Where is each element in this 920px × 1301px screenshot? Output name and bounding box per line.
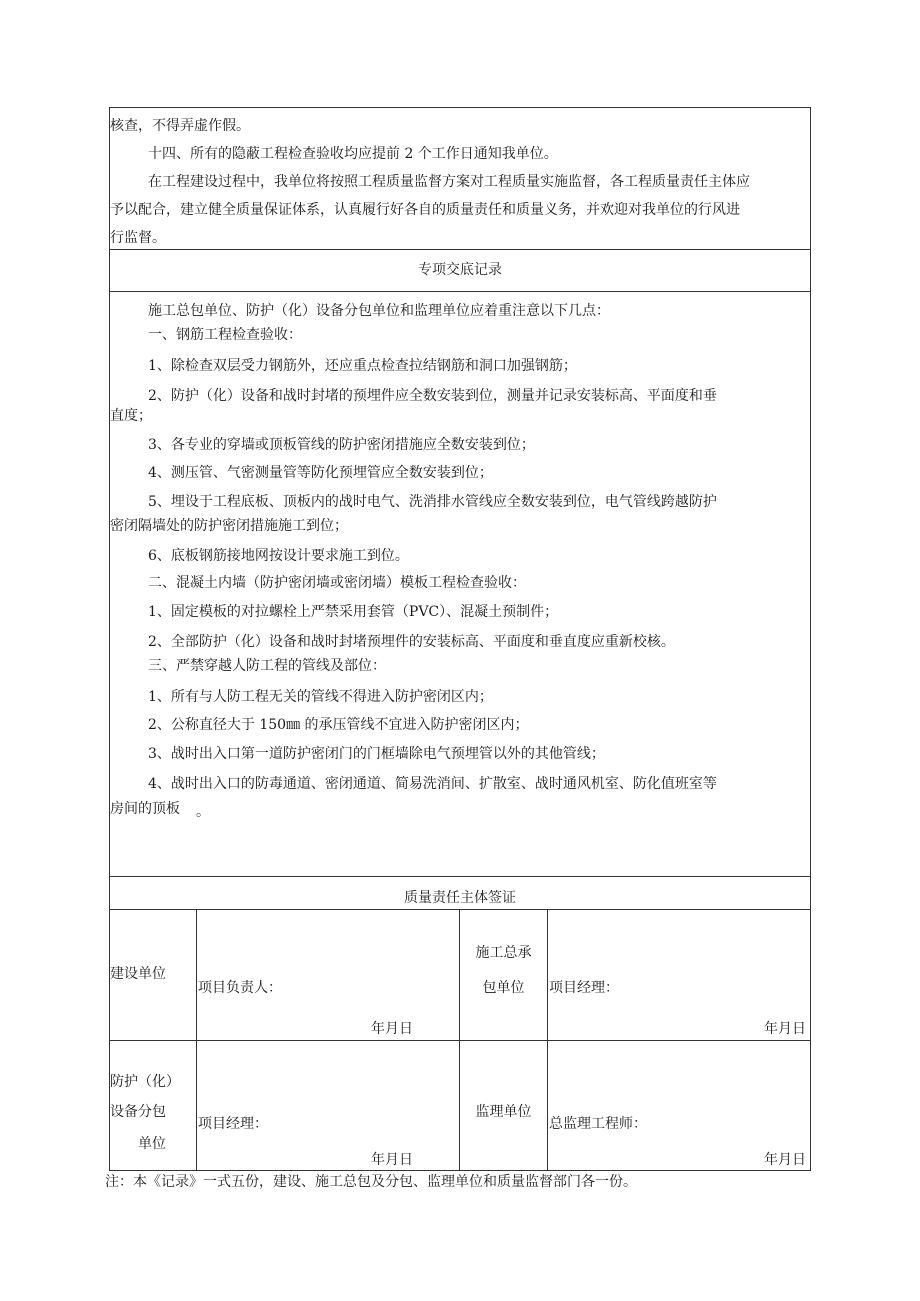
table-divider [109, 249, 811, 250]
table-divider [109, 909, 811, 910]
list-item: 4、战时出入口的防毒通道、密闭通道、简易洗消间、扩散室、战时通风机室、防化值班室等 [148, 776, 717, 792]
subcontractor-label-line: 单位 [138, 1136, 166, 1152]
table-divider [547, 909, 548, 1171]
list-item: 5、埋设于工程底板、顶板内的战时电气、洗消排水管线应全数安装到位，电气管线跨越防护 [148, 494, 717, 510]
section-heading: 三、严禁穿越人防工程的管线及部位： [148, 658, 386, 674]
table-divider [109, 876, 811, 877]
list-item: 3、各专业的穿墙或顶板管线的防护密闭措施应全数安装到位； [148, 437, 535, 453]
list-item: 1、固定模板的对拉螺栓上严禁采用套管（PVC）、混凝土预制件； [148, 604, 559, 620]
contractor-label-line: 包单位 [482, 980, 525, 996]
footnote: 注：本《记录》一式五份，建设、施工总包及分包、监理单位和质量监督部门各一份。 [105, 1174, 637, 1190]
owner-date: 年月日 [371, 1021, 413, 1037]
supervisor-date: 年月日 [764, 1152, 806, 1168]
lead-text: 施工总包单位、防护（化）设备分包单位和监理单位应着重注意以下几点： [148, 303, 610, 319]
owner-unit-label: 建设单位 [110, 966, 166, 982]
list-item: 6、底板钢筋接地网按设计要求施工到位。 [148, 548, 409, 564]
intro-paragraph-line: 予以配合，建立健全质量保证体系，认真履行好各自的质量责任和质量义务，并欢迎对我单位的行风进 [110, 202, 740, 218]
supervisor-signatory-field: 总监理工程师： [549, 1116, 647, 1132]
subcontractor-signatory-field: 项目经理： [198, 1116, 268, 1132]
list-item-continuation: 密闭隔墙处的防护密闭措施施工到位； [110, 518, 348, 534]
table-divider [196, 909, 197, 1171]
intro-line: 核查，不得弄虚作假。 [110, 118, 250, 134]
subcontractor-label-line: 设备分包 [110, 1104, 166, 1120]
list-item: 3、战时出入口第一道防护密闭门的门框墙除电气预埋管以外的其他管线； [148, 746, 605, 762]
list-item: 1、所有与人防工程无关的管线不得进入防护密闭区内； [148, 689, 493, 705]
subcontractor-label-line: 防护（化） [110, 1074, 180, 1090]
intro-paragraph-line: 行监督。 [110, 230, 166, 246]
contractor-signatory-field: 项目经理： [549, 980, 619, 996]
section-title: 专项交底记录 [418, 262, 502, 278]
contractor-date: 年月日 [764, 1021, 806, 1037]
list-item: 2、全部防护（化）设备和战时封堵预埋件的安装标高、平面度和垂直度应重新校核。 [148, 634, 675, 650]
section-heading: 一、钢筋工程检查验收： [148, 327, 302, 343]
list-item: 4、测压管、气密测量管等防化预埋管应全数安装到位； [148, 465, 493, 481]
supervisor-unit-label: 监理单位 [475, 1104, 532, 1120]
list-item: 2、防护（化）设备和战时封堵的预埋件应全数安装到位，测量并记录安装标高、平面度和垂 [148, 388, 717, 404]
subcontractor-date: 年月日 [371, 1152, 413, 1168]
contractor-label-line: 施工总承 [475, 945, 532, 961]
signature-section-title: 质量责任主体签证 [404, 890, 516, 906]
list-item: 2、公称直径大于 150㎜ 的承压管线不宜进入防护密闭区内； [148, 717, 529, 733]
list-item: 1、除检查双层受力钢筋外，还应重点检查拉结钢筋和洞口加强钢筋； [148, 358, 577, 374]
table-divider [109, 291, 811, 292]
owner-signatory-field: 项目负责人： [198, 980, 282, 996]
item-14: 十四、所有的隐蔽工程检查验收均应提前 2 个工作日通知我单位。 [148, 146, 558, 162]
intro-paragraph-line: 在工程建设过程中，我单位将按照工程质量监督方案对工程质量实施监督，各工程质量责任主体应 [148, 174, 750, 190]
list-item-continuation: 直度； [110, 408, 152, 424]
section-heading: 二、混凝土内墙（防护密闭墙或密闭墙）模板工程检查验收： [148, 575, 526, 591]
list-item-continuation: 房间的顶板 [110, 801, 180, 817]
list-item-end-mark: 。 [196, 804, 210, 820]
table-divider [109, 1040, 811, 1041]
